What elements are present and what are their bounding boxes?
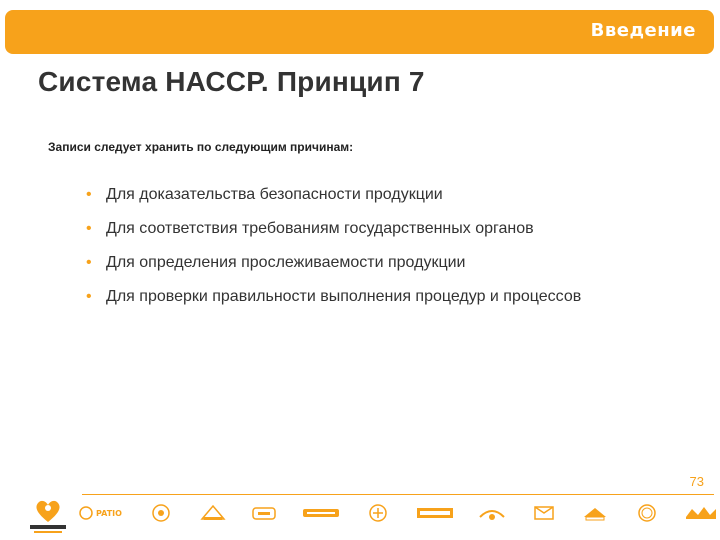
brand-logo-9-icon xyxy=(529,503,559,523)
brand-logo-10-icon xyxy=(580,503,610,523)
bullet-text: Для определения прослеживаемости продукции xyxy=(106,254,466,271)
list-item xyxy=(86,219,666,239)
brand-logo-5-icon xyxy=(301,503,341,523)
bullet-text: Для доказательства безопасности продукции xyxy=(106,186,443,203)
header-bar xyxy=(5,10,714,54)
footer-divider xyxy=(82,494,714,495)
brand-logo-4-icon xyxy=(249,503,279,523)
page-number: 73 xyxy=(689,474,704,489)
list-item xyxy=(86,185,666,205)
brand-logo-11-icon xyxy=(632,503,662,523)
brand-logos-row xyxy=(78,498,718,528)
slide-title: Система НАССР. Принцип 7 xyxy=(38,66,425,97)
section-label: Введение xyxy=(590,20,696,41)
brand-logo-6-icon xyxy=(363,503,393,523)
brand-patio-text: PATIO xyxy=(96,509,122,518)
list-item xyxy=(86,287,666,307)
brand-logo-8-icon xyxy=(477,503,507,523)
brand-logo-12-icon xyxy=(684,503,718,523)
bullet-text: Для проверки правильности выполнения процедур и процессов xyxy=(106,288,582,305)
bullet-icon: • xyxy=(86,254,92,271)
intro-text: Записи следует хранить по следующим причинам: xyxy=(48,140,354,154)
bullet-icon: • xyxy=(86,288,92,305)
rosinter-heart-logo-icon xyxy=(24,494,72,534)
brand-logo-7-icon xyxy=(415,503,455,523)
brand-logo-2-icon xyxy=(146,503,176,523)
bullet-icon: • xyxy=(86,220,92,237)
brand-logo-3-icon xyxy=(198,503,228,523)
brand-patio-logo-icon xyxy=(78,503,124,523)
bullet-icon: • xyxy=(86,186,92,203)
bullet-list xyxy=(86,185,666,321)
bullet-text: Для соответствия требованиям государственных органов xyxy=(106,220,534,237)
list-item xyxy=(86,253,666,273)
